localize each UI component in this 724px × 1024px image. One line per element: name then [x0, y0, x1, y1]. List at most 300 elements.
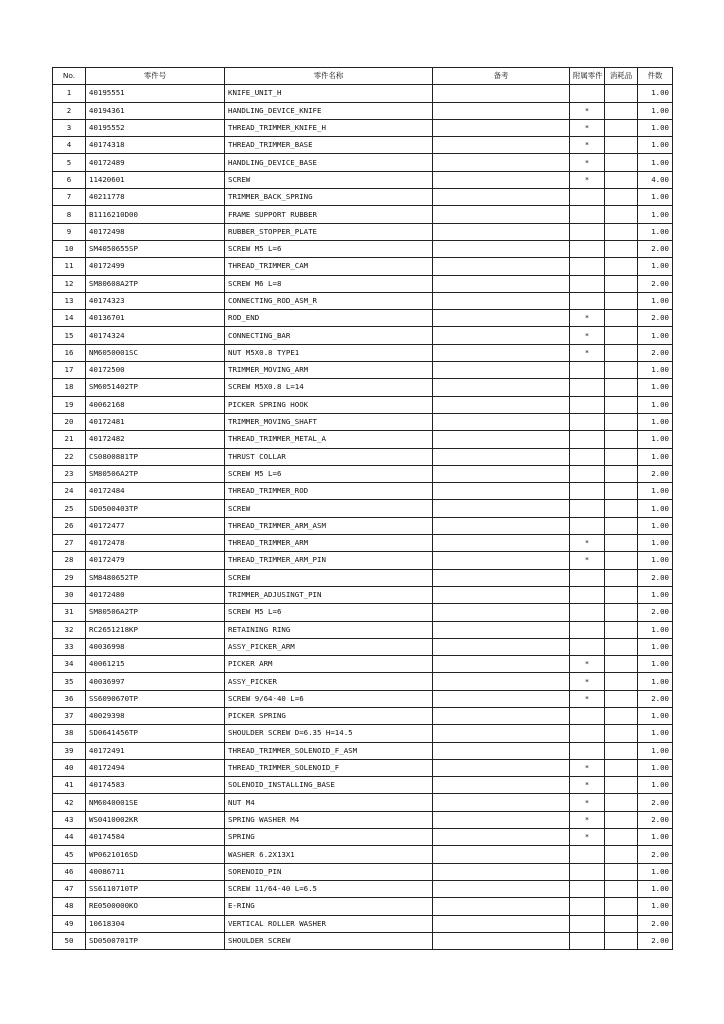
cell-consumable: [605, 794, 638, 811]
table-row: [53, 85, 673, 102]
cell-qty: 2.00: [638, 465, 673, 482]
cell-qty: 1.00: [638, 898, 673, 915]
cell-part-no: 40172489: [86, 154, 225, 171]
cell-part-name: WASHER 6.2X13X1: [225, 846, 433, 863]
cell-part-no: SM6051402TP: [86, 379, 225, 396]
cell-accessory: *: [570, 794, 605, 811]
cell-accessory: *: [570, 119, 605, 136]
cell-part-name: HANDLING_DEVICE_KNIFE: [225, 102, 433, 119]
cell-qty: 1.00: [638, 362, 673, 379]
cell-consumable: [605, 880, 638, 897]
cell-part-name: TRIMMER_MOVING_SHAFT: [225, 413, 433, 430]
cell-remarks: [433, 292, 570, 309]
cell-part-no: SS6110710TP: [86, 880, 225, 897]
cell-consumable: [605, 189, 638, 206]
cell-part-no: 40172481: [86, 413, 225, 430]
cell-qty: 1.00: [638, 673, 673, 690]
cell-consumable: [605, 413, 638, 430]
cell-qty: 1.00: [638, 327, 673, 344]
cell-consumable: [605, 552, 638, 569]
table-row: [53, 932, 673, 949]
cell-no: 36: [53, 690, 86, 707]
cell-no: 39: [53, 742, 86, 759]
cell-no: 32: [53, 621, 86, 638]
cell-qty: 1.00: [638, 137, 673, 154]
cell-part-no: 40036997: [86, 673, 225, 690]
cell-part-no: SM8480652TP: [86, 569, 225, 586]
cell-part-name: KNIFE_UNIT_H: [225, 85, 433, 102]
cell-accessory: [570, 448, 605, 465]
cell-no: 1: [53, 85, 86, 102]
cell-part-no: 40172482: [86, 431, 225, 448]
cell-accessory: [570, 500, 605, 517]
cell-no: 29: [53, 569, 86, 586]
cell-accessory: [570, 206, 605, 223]
cell-qty: 1.00: [638, 742, 673, 759]
table-row: [53, 102, 673, 119]
cell-part-name: SCREW M5 L=6: [225, 604, 433, 621]
cell-part-no: SD0641456TP: [86, 725, 225, 742]
table-row: [53, 777, 673, 794]
table-row: [53, 898, 673, 915]
cell-no: 33: [53, 638, 86, 655]
cell-part-no: 40195552: [86, 119, 225, 136]
cell-remarks: [433, 119, 570, 136]
cell-remarks: [433, 811, 570, 828]
cell-remarks: [433, 863, 570, 880]
cell-part-name: SCREW: [225, 569, 433, 586]
table-row: [53, 569, 673, 586]
cell-part-no: B1116210D00: [86, 206, 225, 223]
cell-part-name: THREAD_TRIMMER_ARM_ASM: [225, 517, 433, 534]
cell-no: 26: [53, 517, 86, 534]
cell-qty: 2.00: [638, 310, 673, 327]
cell-qty: 2.00: [638, 240, 673, 257]
table-row: [53, 742, 673, 759]
cell-part-no: 10618304: [86, 915, 225, 932]
cell-part-name: THREAD_TRIMMER_ARM: [225, 535, 433, 552]
table-row: [53, 189, 673, 206]
cell-qty: 1.00: [638, 829, 673, 846]
table-row: [53, 275, 673, 292]
table-row: [53, 880, 673, 897]
cell-remarks: [433, 258, 570, 275]
cell-no: 15: [53, 327, 86, 344]
cell-qty: 1.00: [638, 621, 673, 638]
cell-part-no: 40172498: [86, 223, 225, 240]
cell-part-no: 40195551: [86, 85, 225, 102]
cell-no: 40: [53, 759, 86, 776]
cell-remarks: [433, 327, 570, 344]
cell-qty: 2.00: [638, 690, 673, 707]
cell-accessory: *: [570, 154, 605, 171]
cell-part-name: CONNECTING_ROD_ASM_R: [225, 292, 433, 309]
cell-qty: 2.00: [638, 846, 673, 863]
table-row: [53, 413, 673, 430]
table-row: [53, 673, 673, 690]
cell-qty: 2.00: [638, 811, 673, 828]
cell-accessory: [570, 707, 605, 724]
cell-qty: 1.00: [638, 223, 673, 240]
cell-remarks: [433, 604, 570, 621]
cell-qty: 1.00: [638, 517, 673, 534]
cell-no: 42: [53, 794, 86, 811]
cell-consumable: [605, 275, 638, 292]
cell-accessory: [570, 604, 605, 621]
cell-accessory: [570, 189, 605, 206]
cell-accessory: [570, 413, 605, 430]
cell-part-no: WP0621016SD: [86, 846, 225, 863]
cell-no: 6: [53, 171, 86, 188]
cell-accessory: [570, 379, 605, 396]
cell-qty: 1.00: [638, 413, 673, 430]
cell-consumable: [605, 154, 638, 171]
table-row: [53, 535, 673, 552]
header-consumable: 消耗品: [605, 68, 638, 85]
cell-no: 13: [53, 292, 86, 309]
cell-accessory: *: [570, 829, 605, 846]
table-row: [53, 690, 673, 707]
cell-accessory: *: [570, 535, 605, 552]
cell-accessory: [570, 240, 605, 257]
cell-part-name: SCREW M6 L=8: [225, 275, 433, 292]
cell-remarks: [433, 240, 570, 257]
cell-remarks: [433, 725, 570, 742]
cell-remarks: [433, 932, 570, 949]
cell-part-name: THREAD_TRIMMER_ROD: [225, 483, 433, 500]
cell-qty: 1.00: [638, 880, 673, 897]
cell-remarks: [433, 362, 570, 379]
cell-remarks: [433, 189, 570, 206]
cell-part-name: THREAD_TRIMMER_KNIFE_H: [225, 119, 433, 136]
cell-consumable: [605, 656, 638, 673]
cell-consumable: [605, 396, 638, 413]
cell-no: 44: [53, 829, 86, 846]
cell-part-name: THREAD_TRIMMER_CAM: [225, 258, 433, 275]
cell-remarks: [433, 742, 570, 759]
cell-consumable: [605, 327, 638, 344]
cell-remarks: [433, 846, 570, 863]
cell-consumable: [605, 240, 638, 257]
cell-consumable: [605, 673, 638, 690]
cell-qty: 2.00: [638, 344, 673, 361]
table-row: [53, 915, 673, 932]
table-row: [53, 240, 673, 257]
cell-remarks: [433, 759, 570, 776]
cell-consumable: [605, 932, 638, 949]
cell-accessory: *: [570, 759, 605, 776]
cell-remarks: [433, 102, 570, 119]
cell-consumable: [605, 206, 638, 223]
cell-accessory: [570, 275, 605, 292]
cell-no: 7: [53, 189, 86, 206]
cell-accessory: [570, 517, 605, 534]
table-row: [53, 119, 673, 136]
cell-part-no: 40172477: [86, 517, 225, 534]
cell-accessory: [570, 932, 605, 949]
cell-remarks: [433, 310, 570, 327]
cell-part-no: 40174323: [86, 292, 225, 309]
cell-qty: 2.00: [638, 275, 673, 292]
table-row: [53, 483, 673, 500]
cell-part-name: THREAD_TRIMMER_SOLENOID_F: [225, 759, 433, 776]
cell-part-name: SCREW M5 L=6: [225, 465, 433, 482]
table-header-row: [53, 68, 673, 85]
cell-consumable: [605, 535, 638, 552]
cell-accessory: [570, 846, 605, 863]
cell-no: 25: [53, 500, 86, 517]
cell-no: 19: [53, 396, 86, 413]
cell-no: 2: [53, 102, 86, 119]
cell-part-name: PICKER SPRING HOOK: [225, 396, 433, 413]
cell-part-name: FRAME SUPPORT RUBBER: [225, 206, 433, 223]
cell-part-no: 40036998: [86, 638, 225, 655]
cell-part-no: 40172479: [86, 552, 225, 569]
cell-remarks: [433, 880, 570, 897]
cell-part-no: 40061215: [86, 656, 225, 673]
cell-part-no: RE0500000KO: [86, 898, 225, 915]
cell-remarks: [433, 638, 570, 655]
header-accessory: 附属零件: [570, 68, 605, 85]
cell-no: 24: [53, 483, 86, 500]
parts-list-table: [52, 67, 673, 950]
table-row: [53, 310, 673, 327]
header-part-no: 零件号: [86, 68, 225, 85]
cell-remarks: [433, 915, 570, 932]
cell-qty: 1.00: [638, 189, 673, 206]
cell-accessory: [570, 880, 605, 897]
table-row: [53, 707, 673, 724]
cell-part-no: 40172480: [86, 586, 225, 603]
cell-no: 10: [53, 240, 86, 257]
cell-accessory: [570, 586, 605, 603]
cell-accessory: [570, 431, 605, 448]
cell-accessory: [570, 725, 605, 742]
cell-part-no: 40172494: [86, 759, 225, 776]
header-remarks: 备考: [433, 68, 570, 85]
table-row: [53, 431, 673, 448]
cell-consumable: [605, 223, 638, 240]
cell-part-no: 40062168: [86, 396, 225, 413]
cell-part-no: 11420601: [86, 171, 225, 188]
cell-no: 49: [53, 915, 86, 932]
cell-remarks: [433, 396, 570, 413]
cell-part-name: SCREW 9/64-40 L=6: [225, 690, 433, 707]
cell-part-no: SD0500701TP: [86, 932, 225, 949]
cell-consumable: [605, 759, 638, 776]
cell-part-name: SOLENOID_INSTALLING_BASE: [225, 777, 433, 794]
cell-consumable: [605, 621, 638, 638]
cell-part-no: 40136701: [86, 310, 225, 327]
cell-qty: 1.00: [638, 759, 673, 776]
table-row: [53, 759, 673, 776]
cell-no: 41: [53, 777, 86, 794]
cell-part-name: THREAD_TRIMMER_ARM_PIN: [225, 552, 433, 569]
cell-part-no: SM80506A2TP: [86, 465, 225, 482]
table-row: [53, 379, 673, 396]
cell-part-name: VERTICAL ROLLER WASHER: [225, 915, 433, 932]
cell-accessory: [570, 638, 605, 655]
cell-consumable: [605, 362, 638, 379]
table-row: [53, 604, 673, 621]
cell-consumable: [605, 171, 638, 188]
cell-accessory: *: [570, 656, 605, 673]
cell-consumable: [605, 707, 638, 724]
cell-consumable: [605, 465, 638, 482]
cell-part-no: 40174318: [86, 137, 225, 154]
cell-accessory: [570, 569, 605, 586]
cell-accessory: *: [570, 552, 605, 569]
cell-consumable: [605, 85, 638, 102]
cell-accessory: [570, 292, 605, 309]
cell-consumable: [605, 448, 638, 465]
cell-part-name: CONNECTING_BAR: [225, 327, 433, 344]
cell-accessory: [570, 898, 605, 915]
cell-part-no: 40172491: [86, 742, 225, 759]
cell-consumable: [605, 742, 638, 759]
cell-part-name: NUT M5X0.8 TYPE1: [225, 344, 433, 361]
cell-part-name: SPRING WASHER M4: [225, 811, 433, 828]
cell-part-no: SM4050655SP: [86, 240, 225, 257]
cell-consumable: [605, 344, 638, 361]
cell-no: 43: [53, 811, 86, 828]
cell-part-name: RETAINING RING: [225, 621, 433, 638]
cell-part-no: 40172478: [86, 535, 225, 552]
cell-part-name: SHOULDER SCREW D=6.35 H=14.5: [225, 725, 433, 742]
cell-remarks: [433, 690, 570, 707]
cell-part-name: SORENOID_PIN: [225, 863, 433, 880]
cell-no: 50: [53, 932, 86, 949]
cell-part-name: PICKER ARM: [225, 656, 433, 673]
table-row: [53, 465, 673, 482]
cell-consumable: [605, 604, 638, 621]
cell-part-no: CS0800881TP: [86, 448, 225, 465]
cell-no: 30: [53, 586, 86, 603]
cell-qty: 2.00: [638, 932, 673, 949]
cell-remarks: [433, 586, 570, 603]
table-row: [53, 206, 673, 223]
cell-qty: 1.00: [638, 656, 673, 673]
cell-qty: 2.00: [638, 915, 673, 932]
cell-no: 8: [53, 206, 86, 223]
cell-consumable: [605, 292, 638, 309]
cell-accessory: [570, 621, 605, 638]
cell-remarks: [433, 344, 570, 361]
table-row: [53, 292, 673, 309]
cell-qty: 4.00: [638, 171, 673, 188]
cell-part-name: TRIMMER_ADJUSINGT_PIN: [225, 586, 433, 603]
table-row: [53, 725, 673, 742]
cell-accessory: *: [570, 171, 605, 188]
cell-no: 5: [53, 154, 86, 171]
cell-part-name: SCREW: [225, 500, 433, 517]
table-body: [53, 85, 673, 950]
cell-remarks: [433, 206, 570, 223]
cell-no: 37: [53, 707, 86, 724]
table-row: [53, 656, 673, 673]
cell-part-name: RUBBER_STOPPER_PLATE: [225, 223, 433, 240]
cell-accessory: *: [570, 673, 605, 690]
cell-no: 4: [53, 137, 86, 154]
table-row: [53, 794, 673, 811]
table-row: [53, 362, 673, 379]
cell-no: 18: [53, 379, 86, 396]
cell-consumable: [605, 811, 638, 828]
cell-no: 21: [53, 431, 86, 448]
cell-qty: 1.00: [638, 500, 673, 517]
table-row: [53, 638, 673, 655]
header-qty: 件数: [638, 68, 673, 85]
cell-qty: 1.00: [638, 292, 673, 309]
cell-consumable: [605, 483, 638, 500]
cell-part-name: THREAD_TRIMMER_BASE: [225, 137, 433, 154]
cell-no: 11: [53, 258, 86, 275]
cell-part-no: WS0410002KR: [86, 811, 225, 828]
cell-no: 38: [53, 725, 86, 742]
table-row: [53, 500, 673, 517]
cell-accessory: *: [570, 327, 605, 344]
cell-part-name: ASSY_PICKER: [225, 673, 433, 690]
cell-part-name: SPRING: [225, 829, 433, 846]
table-row: [53, 154, 673, 171]
cell-consumable: [605, 915, 638, 932]
cell-part-no: SM80608A2TP: [86, 275, 225, 292]
cell-accessory: [570, 742, 605, 759]
cell-part-name: TRIMMER_BACK_SPRING: [225, 189, 433, 206]
cell-part-name: ASSY_PICKER_ARM: [225, 638, 433, 655]
cell-no: 45: [53, 846, 86, 863]
cell-qty: 2.00: [638, 604, 673, 621]
cell-no: 12: [53, 275, 86, 292]
cell-qty: 1.00: [638, 638, 673, 655]
cell-consumable: [605, 258, 638, 275]
cell-part-name: TRIMMER_MOVING_ARM: [225, 362, 433, 379]
cell-remarks: [433, 794, 570, 811]
cell-accessory: *: [570, 310, 605, 327]
cell-no: 14: [53, 310, 86, 327]
cell-no: 48: [53, 898, 86, 915]
cell-qty: 1.00: [638, 552, 673, 569]
cell-remarks: [433, 483, 570, 500]
table-row: [53, 137, 673, 154]
cell-no: 3: [53, 119, 86, 136]
cell-qty: 1.00: [638, 777, 673, 794]
cell-part-name: SCREW 11/64-40 L=6.5: [225, 880, 433, 897]
table-row: [53, 258, 673, 275]
cell-consumable: [605, 777, 638, 794]
cell-remarks: [433, 431, 570, 448]
cell-no: 9: [53, 223, 86, 240]
cell-part-name: E-RING: [225, 898, 433, 915]
table-row: [53, 344, 673, 361]
table-row: [53, 621, 673, 638]
cell-accessory: *: [570, 344, 605, 361]
cell-consumable: [605, 500, 638, 517]
cell-qty: 1.00: [638, 154, 673, 171]
cell-consumable: [605, 898, 638, 915]
cell-remarks: [433, 171, 570, 188]
table-row: [53, 552, 673, 569]
cell-accessory: [570, 396, 605, 413]
cell-remarks: [433, 535, 570, 552]
cell-part-no: 40029398: [86, 707, 225, 724]
cell-part-no: 40194361: [86, 102, 225, 119]
cell-qty: 1.00: [638, 258, 673, 275]
cell-no: 31: [53, 604, 86, 621]
cell-no: 23: [53, 465, 86, 482]
table-row: [53, 863, 673, 880]
cell-remarks: [433, 413, 570, 430]
